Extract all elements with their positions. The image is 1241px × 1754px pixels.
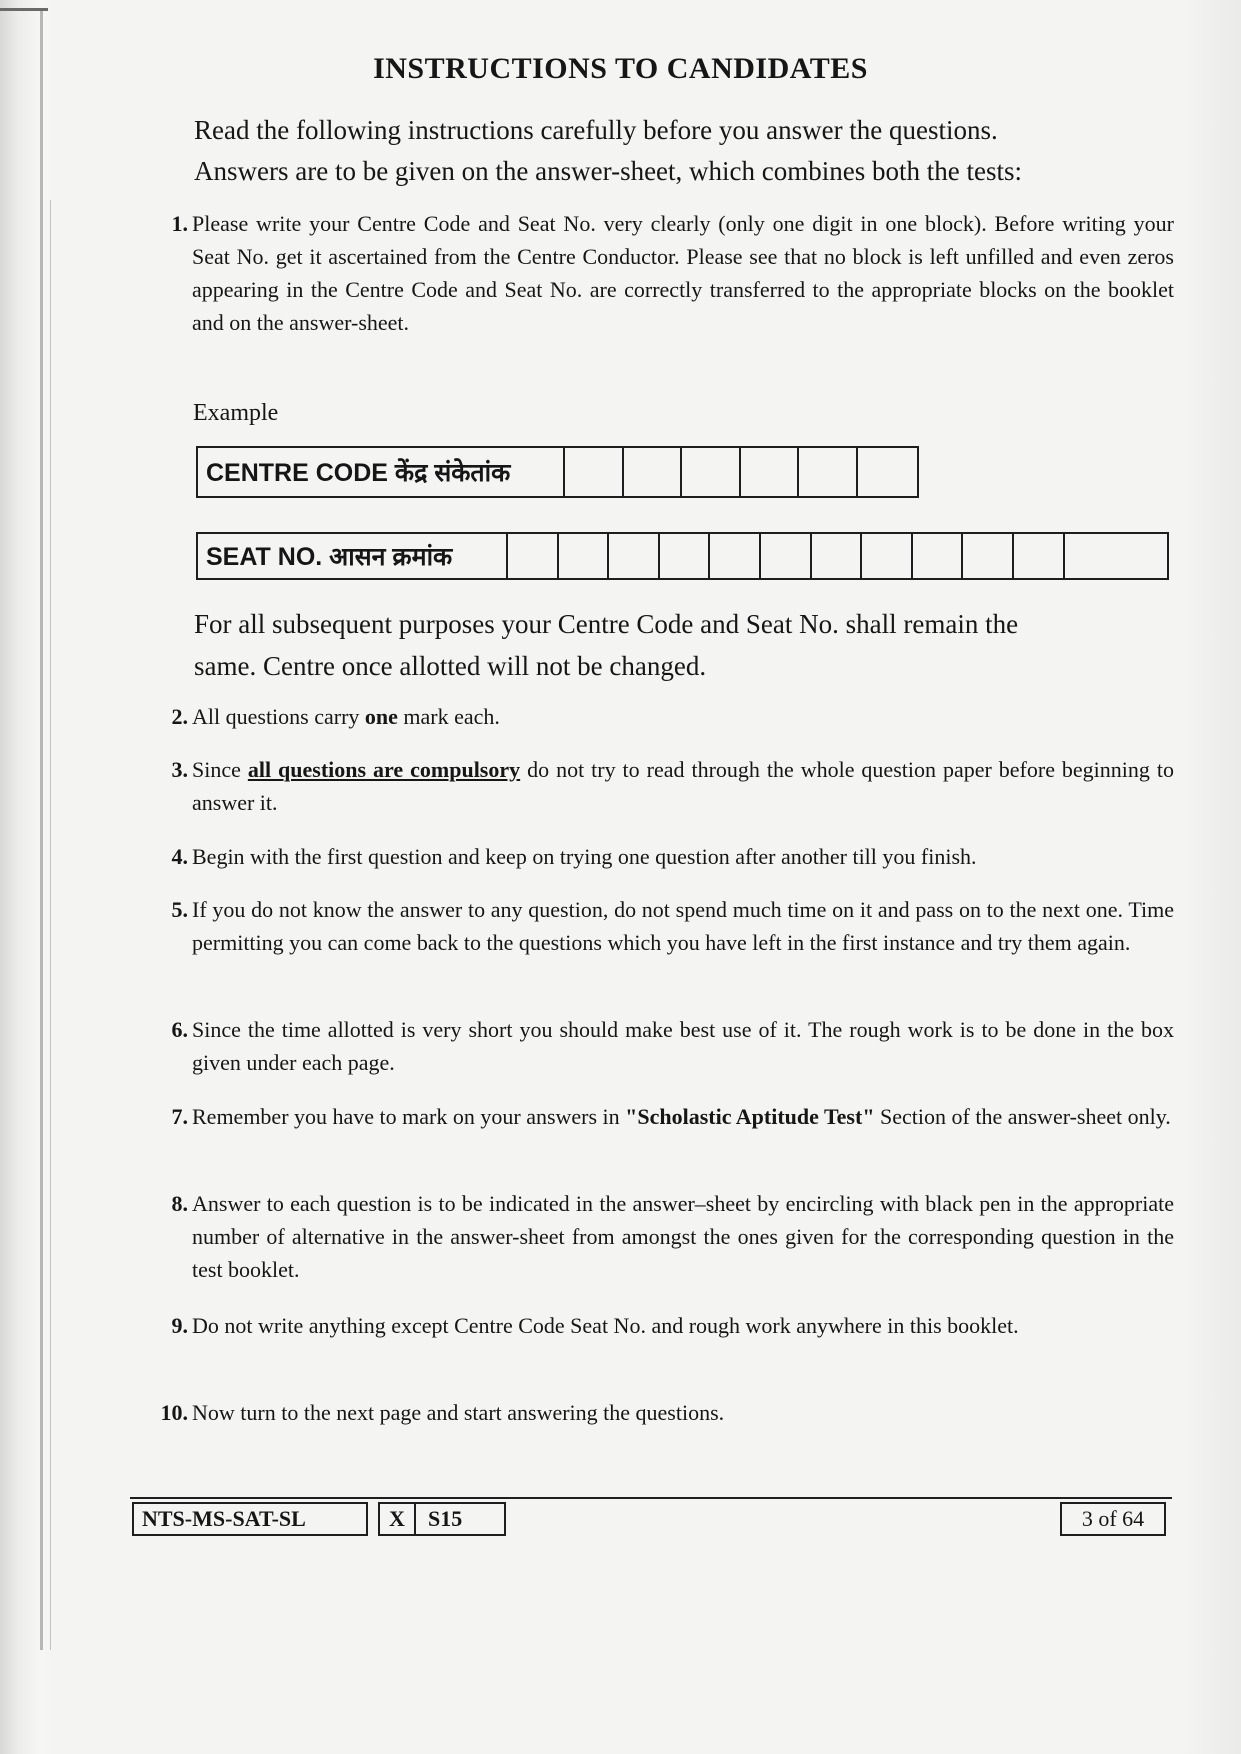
seat-no-cell xyxy=(862,534,913,578)
emphasis-text: all questions are compulsory xyxy=(247,757,521,782)
footer-code: NTS-MS-SAT-SL xyxy=(132,1502,368,1536)
item-text: All questions carry one mark each. xyxy=(192,704,500,729)
centre-code-cell xyxy=(682,448,741,496)
instruction-item-3 xyxy=(148,753,1174,819)
item-number: 2. xyxy=(171,704,188,729)
seat-no-cell xyxy=(710,534,761,578)
instruction-item-8 xyxy=(148,1187,1174,1286)
item-number: 1. xyxy=(171,211,188,236)
intro-line-1: Read the following instructions carefully before you answer the questions. xyxy=(194,115,998,145)
item-text: If you do not know the answer to any question, do not spend much time on it and pass on to the next one. Time permitting you can come back to the questions which you have left in the first instance and try them again. xyxy=(192,897,1174,955)
seat-no-cell xyxy=(913,534,964,578)
seat-no-cell xyxy=(508,534,559,578)
item-text: Answer to each question is to be indicated in the answer–sheet by encircling with black pen in the appropriate number of alternative in the answer-sheet from amongst the ones given for the corresponding question in the test booklet. xyxy=(192,1191,1174,1282)
item-number: 5. xyxy=(171,897,188,922)
seat-no-cell xyxy=(812,534,863,578)
item-number: 8. xyxy=(171,1191,188,1216)
centre-code-cell xyxy=(799,448,858,496)
item-number: 9. xyxy=(171,1313,188,1338)
instruction-item-10 xyxy=(148,1396,1174,1429)
centre-code-cell xyxy=(741,448,800,496)
after-example-line-1: For all subsequent purposes your Centre Code and Seat No. shall remain the xyxy=(194,609,1019,639)
seat-no-cell xyxy=(963,534,1014,578)
item-text: Since all questions are compulsory do not try to read through the whole question paper before beginning to answer it. xyxy=(192,757,1174,815)
example-label: Example xyxy=(193,400,279,426)
instruction-item-4 xyxy=(148,840,1174,873)
item-text: Please write your Centre Code and Seat No. very clearly (only one digit in one block). Before writing your Seat No. get it ascertained from the Centre Conductor. Please see that no block is left unfilled and even zeros appearing in the Centre Code and Seat No. are correctly transferred to the appropriate blocks on the booklet and on the answer-sheet. xyxy=(192,211,1174,335)
item-number: 4. xyxy=(171,844,188,869)
seat-no-box xyxy=(196,532,1169,580)
instruction-item-2 xyxy=(148,700,1174,733)
after-example-line-2: same. Centre once allotted will not be changed. xyxy=(194,651,707,681)
instruction-item-6 xyxy=(148,1013,1174,1079)
seat-no-cell xyxy=(1065,534,1116,578)
seat-no-cell xyxy=(660,534,711,578)
seat-no-label: SEAT NO. आसन क्रमांक xyxy=(198,534,508,578)
centre-code-cell xyxy=(858,448,917,496)
instruction-item-5 xyxy=(148,893,1174,959)
footer-rule xyxy=(130,1497,1172,1499)
item-number: 3. xyxy=(171,757,188,782)
item-number: 7. xyxy=(171,1104,188,1129)
footer-page-number: 3 of 64 xyxy=(1060,1502,1166,1536)
seat-no-cell xyxy=(559,534,610,578)
intro-line-2: Answers are to be given on the answer-sheet, which combines both the tests: xyxy=(194,156,1022,186)
seat-no-cell xyxy=(609,534,660,578)
centre-code-label: CENTRE CODE केंद्र संकेतांक xyxy=(198,448,565,496)
item-number: 10. xyxy=(160,1400,188,1425)
bold-text: "Scholastic Aptitude Test" xyxy=(625,1104,875,1129)
item-text: Since the time allotted is very short you should make best use of it. The rough work is to be done in the box given under each page. xyxy=(192,1017,1174,1075)
page-shade xyxy=(1181,0,1241,1754)
instruction-item-9 xyxy=(148,1309,1174,1342)
binding-line-secondary xyxy=(50,200,51,1650)
instruction-item-7 xyxy=(148,1100,1174,1133)
footer-series: S15 xyxy=(414,1502,506,1536)
top-mark xyxy=(0,8,48,11)
footer-standard: X xyxy=(378,1502,416,1536)
page-title: INSTRUCTIONS TO CANDIDATES xyxy=(373,52,868,85)
item-number: 6. xyxy=(171,1017,188,1042)
seat-no-cell xyxy=(761,534,812,578)
item-text: Do not write anything except Centre Code Seat No. and rough work anywhere in this booklet. xyxy=(192,1313,1019,1338)
bold-text: one xyxy=(364,704,398,729)
item-text: Begin with the first question and keep on trying one question after another till you finish. xyxy=(192,844,977,869)
instruction-item-1 xyxy=(148,207,1174,339)
seat-no-cell xyxy=(1014,534,1065,578)
item-text: Remember you have to mark on your answers in "Scholastic Aptitude Test" Section of the answer-sheet only. xyxy=(192,1104,1171,1129)
centre-code-box xyxy=(196,446,919,498)
item-text: Now turn to the next page and start answering the questions. xyxy=(192,1400,725,1425)
binding-line xyxy=(40,10,43,1650)
centre-code-cell xyxy=(624,448,683,496)
centre-code-cell xyxy=(565,448,624,496)
